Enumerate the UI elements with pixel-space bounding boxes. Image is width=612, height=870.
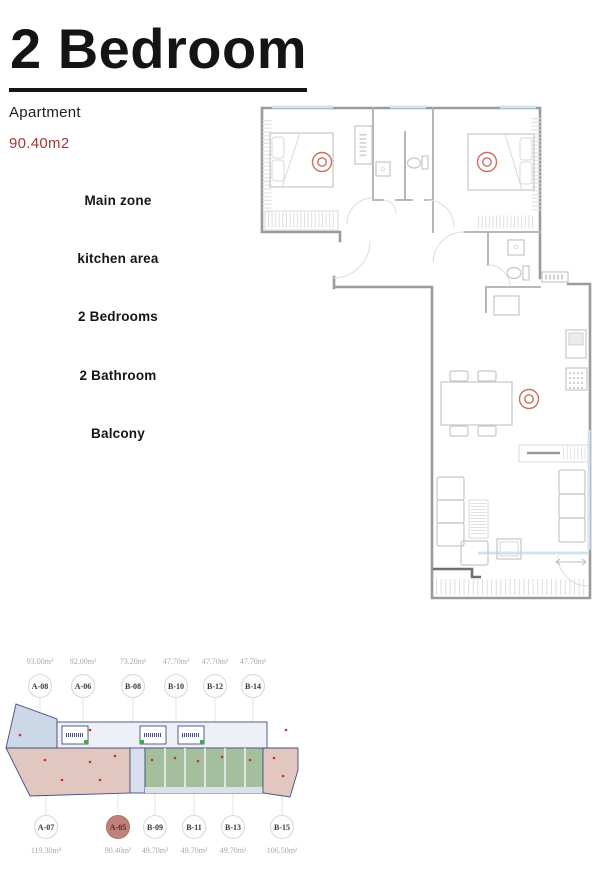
unit-badge-b11 <box>183 816 206 839</box>
interior-walls <box>373 108 540 312</box>
svg-text:B-09: B-09 <box>147 823 163 832</box>
feature-kitchen: kitchen area <box>77 251 159 266</box>
site-key-plan <box>0 650 320 862</box>
unit-badge-b08 <box>122 675 145 698</box>
unit-badge-b14 <box>242 675 265 698</box>
bathroom-1 <box>347 156 454 227</box>
unit-badge-a06 <box>72 675 95 698</box>
toilet-1 <box>408 158 421 168</box>
unit-area-b08: 73.20m² <box>119 657 147 666</box>
toilet-2 <box>507 268 521 279</box>
bedroom-1 <box>265 120 372 230</box>
unit-area-b13: 49.70m² <box>219 846 247 855</box>
svg-text:B-11: B-11 <box>186 823 202 832</box>
svg-text:A-05: A-05 <box>109 823 127 832</box>
unit-badge-b09 <box>144 816 167 839</box>
building-footprint <box>6 704 298 797</box>
svg-text:B-12: B-12 <box>207 682 223 691</box>
unit-badge-b15 <box>271 816 294 839</box>
bedroom-2 <box>433 118 536 263</box>
title-underline <box>9 88 307 92</box>
chair <box>450 426 468 436</box>
living-kitchen <box>437 330 589 565</box>
sofa <box>437 477 464 500</box>
apartment-area-label: 90.40m2 <box>9 135 70 152</box>
unit-area-b15: 106.50m² <box>266 846 298 855</box>
svg-text:A-08: A-08 <box>31 682 49 691</box>
exterior-walls <box>262 108 590 598</box>
svg-text:B-10: B-10 <box>168 682 184 691</box>
unit-area-a07: 119.30m² <box>30 846 62 855</box>
unit-area-b12: 47.70m² <box>201 657 229 666</box>
shelf-unit <box>355 126 372 164</box>
b15-unit <box>263 748 298 797</box>
sink-2 <box>508 240 524 255</box>
mid-unit <box>130 748 145 793</box>
apartment-type-label: Apartment <box>9 104 81 121</box>
feature-balcony: Balcony <box>91 426 145 441</box>
window-strips <box>272 107 589 553</box>
svg-text:A-06: A-06 <box>74 682 92 691</box>
unit-area-b11: 49.70m² <box>180 846 208 855</box>
ceiling-light-1 <box>313 153 332 172</box>
unit-badge-b12 <box>204 675 227 698</box>
ceiling-light-2 <box>478 153 497 172</box>
sink-1 <box>376 162 390 176</box>
dining-table <box>441 382 512 425</box>
chair <box>478 426 496 436</box>
apartment-floor-plan <box>250 95 612 655</box>
balcony <box>433 556 588 587</box>
closet <box>494 296 519 315</box>
page-title: 2 Bedroom <box>10 17 307 80</box>
ceiling-light-3 <box>520 390 539 409</box>
chair <box>450 371 468 381</box>
unit-area-a05: 90.40m² <box>104 846 132 855</box>
svg-text:A-07: A-07 <box>37 823 55 832</box>
feature-main-zone: Main zone <box>84 193 152 208</box>
unit-area-b10: 47.70m² <box>162 657 190 666</box>
tip-unit <box>6 704 57 748</box>
unit-area-b14: 47.70m² <box>239 657 267 666</box>
bathroom-2 <box>488 240 529 287</box>
unit-badge-b10 <box>165 675 188 698</box>
svg-text:B-14: B-14 <box>245 682 261 691</box>
armchair-sofa <box>559 470 585 494</box>
unit-area-a08: 93.00m² <box>26 657 54 666</box>
entrance-door-arc <box>333 241 370 278</box>
a-units <box>6 748 130 796</box>
chair <box>478 371 496 381</box>
unit-badge-a05-highlighted <box>107 816 130 839</box>
feature-bedrooms: 2 Bedrooms <box>77 309 159 324</box>
unit-area-b09: 49.70m² <box>141 846 169 855</box>
unit-area-a06: 92.00m² <box>69 657 97 666</box>
svg-text:B-15: B-15 <box>274 823 290 832</box>
unit-badge-a07 <box>35 816 58 839</box>
unit-badge-a08 <box>29 675 52 698</box>
sliding-door-arrow <box>556 559 586 565</box>
svg-text:B-08: B-08 <box>125 682 141 691</box>
feature-bathrooms: 2 Bathroom <box>79 368 157 383</box>
svg-text:B-13: B-13 <box>225 823 241 832</box>
unit-badge-b13 <box>222 816 245 839</box>
